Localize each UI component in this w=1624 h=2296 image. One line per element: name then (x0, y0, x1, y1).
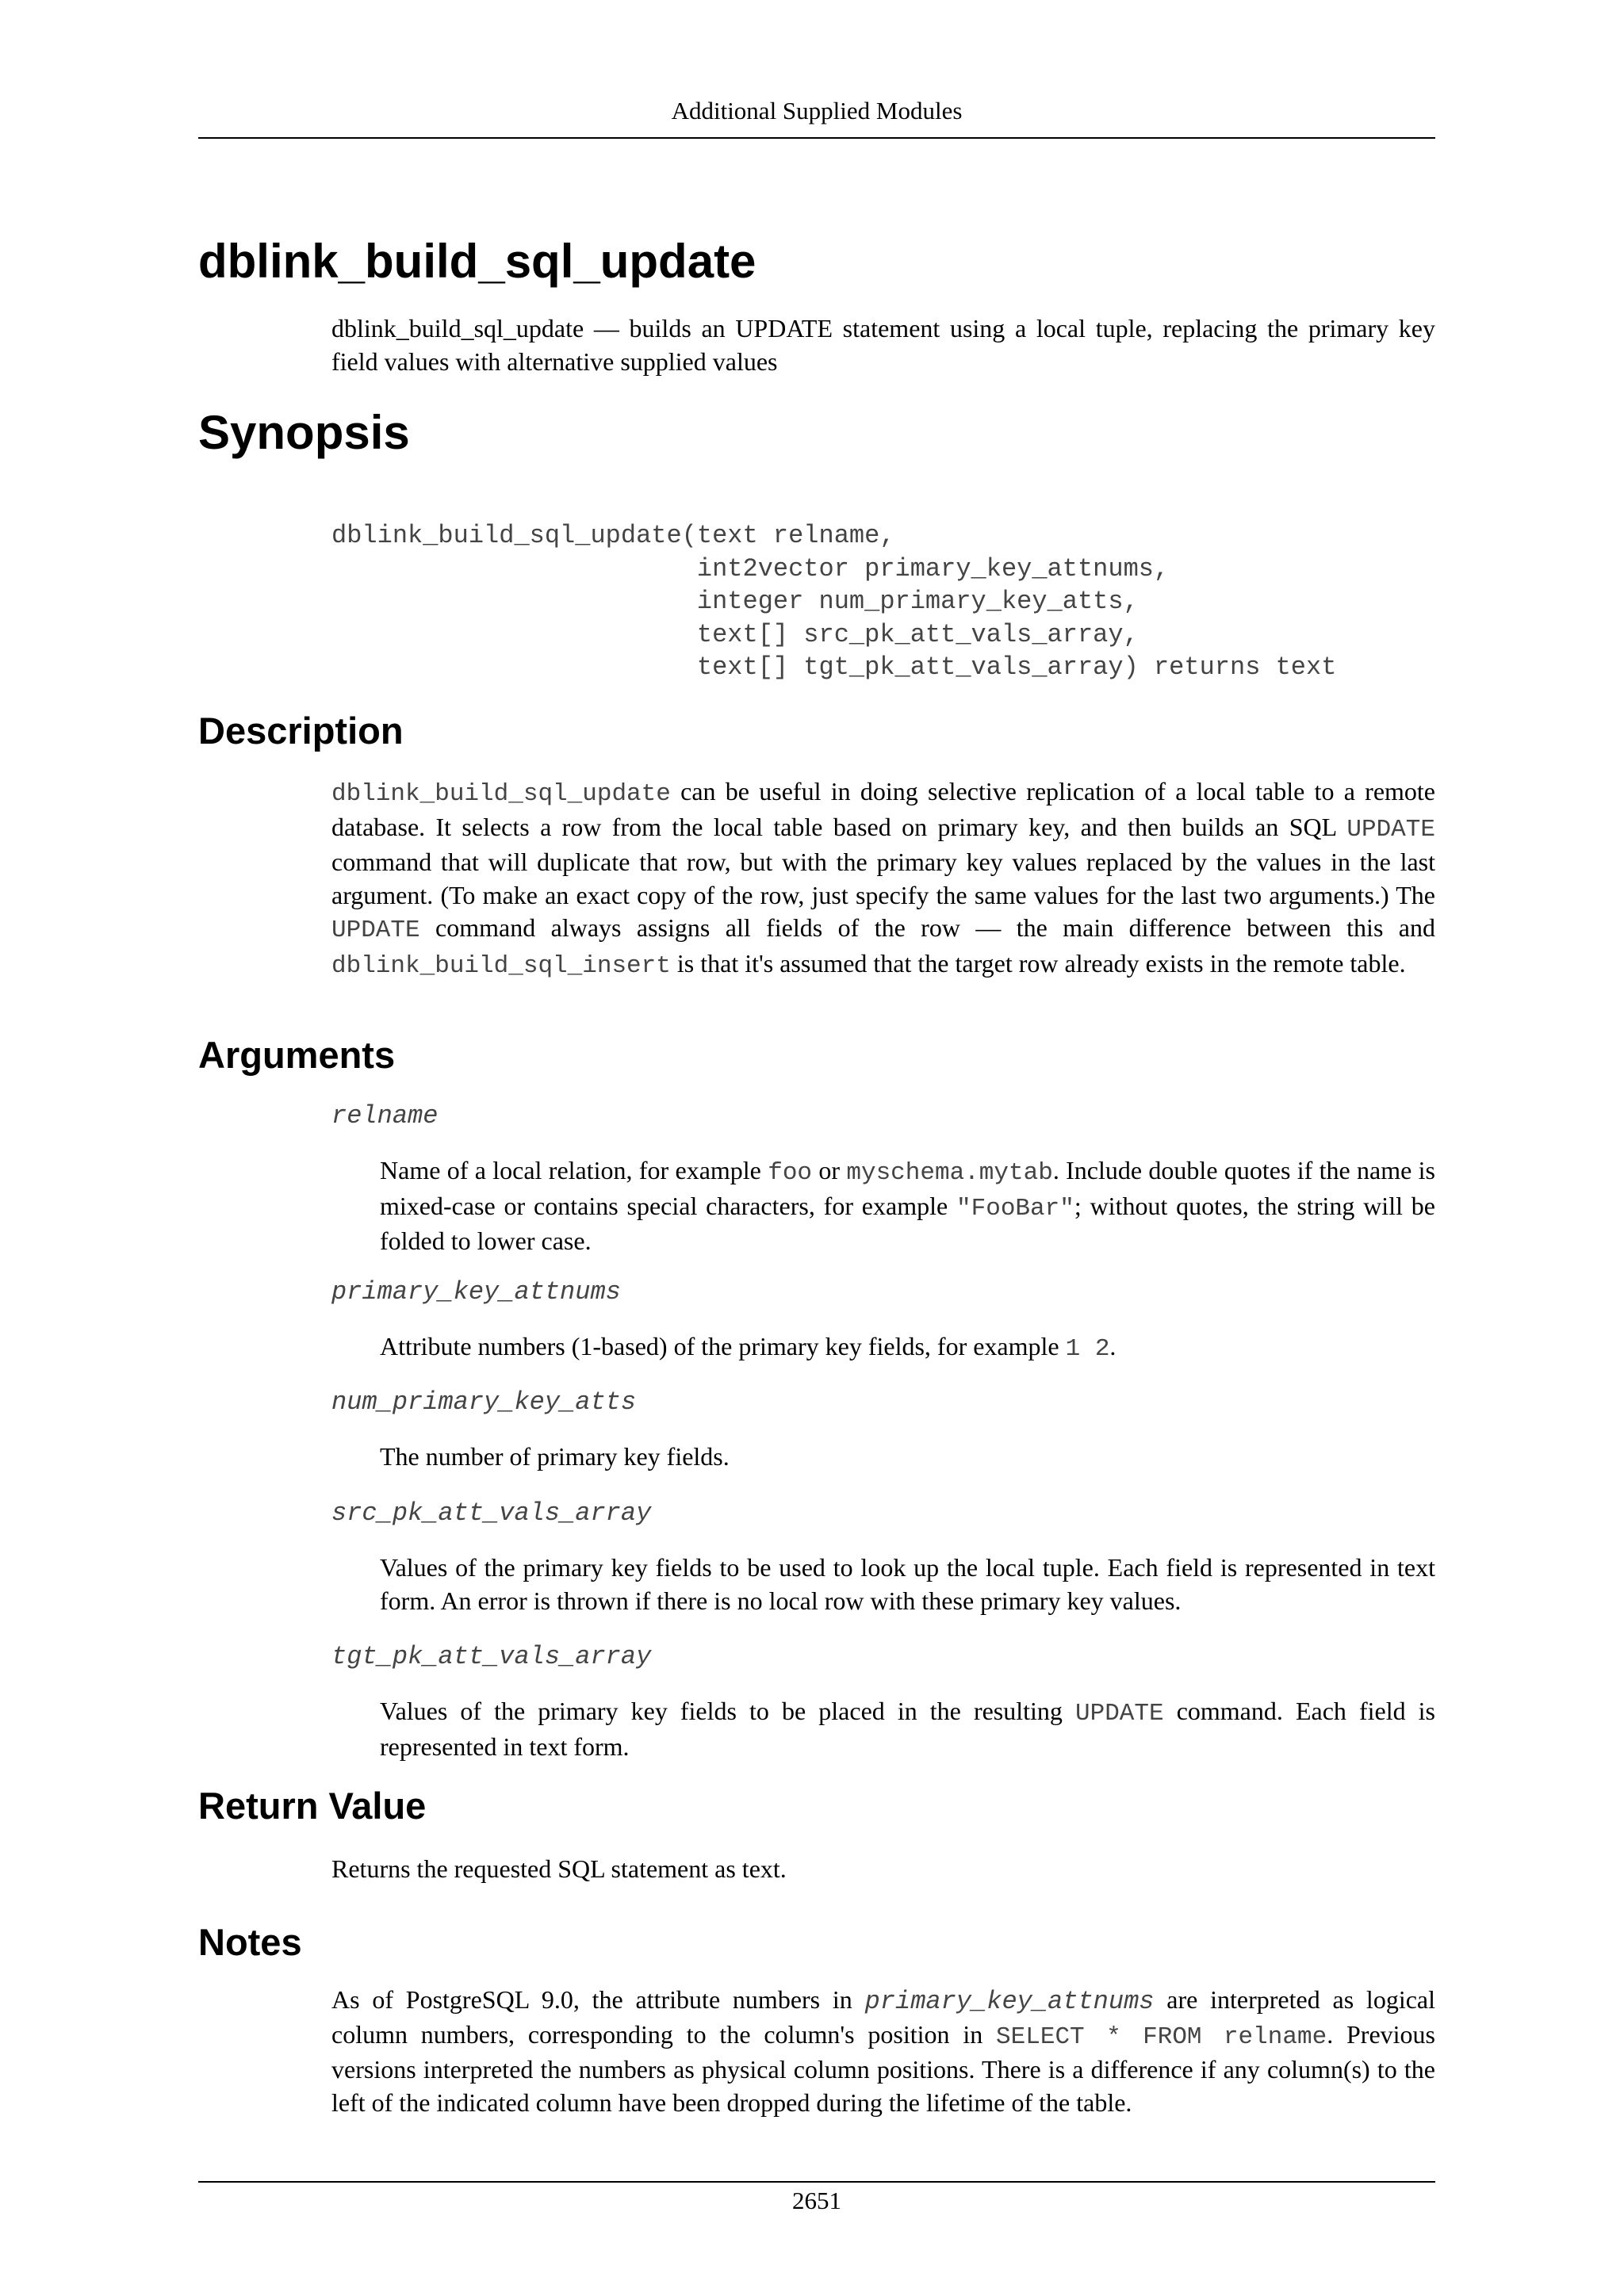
running-header: Additional Supplied Modules (671, 97, 963, 124)
synopsis-code (331, 519, 1336, 684)
footer-rule (198, 2181, 1435, 2183)
argument-definition-src-pk-att-vals-array: Values of the primary key fields to be used to look up the local tuple. Each field is represented in text form. An error is thrown if there is no local row with these primary key values. (380, 1553, 1435, 1615)
update-keyword: UPDATE (331, 916, 420, 945)
synopsis-line: text[] src_pk_att_vals_array, (331, 619, 1139, 649)
argument-term-num-primary-key-atts: num_primary_key_atts (331, 1387, 637, 1417)
argument-term-tgt-pk-att-vals-array: tgt_pk_att_vals_array (331, 1642, 652, 1671)
argument-term-relname: relname (331, 1101, 439, 1131)
update-keyword: UPDATE (1346, 815, 1435, 844)
synopsis-heading: Synopsis (198, 406, 410, 459)
synopsis-line: integer num_primary_key_atts, (331, 587, 1139, 617)
notes-heading: Notes (198, 1921, 302, 1963)
notes-paragraph: As of PostgreSQL 9.0, the attribute numbers in primary_key_attnums are interpreted as logical column numbers, corresponding to the column's position in SELECT * FROM relname. Previous versions interpreted the numbers as physical column positions. There is a difference if any column(s) to the left of the indicated column have been dropped during the lifetime of the table. (331, 1985, 1436, 2117)
argument-definition-tgt-pk-att-vals-array: Values of the primary key fields to be placed in the resulting UPDATE command. Each field is represented in text form. (380, 1697, 1436, 1761)
return-value-paragraph: Returns the requested SQL statement as text. (331, 1854, 787, 1883)
parameter-reference: primary_key_attnums (864, 1987, 1155, 2016)
argument-definition-relname: Name of a local relation, for example foo or myschema.mytab. Include double quotes if the name is mixed-case or contains special characters, for example "FooBar"; without quotes, the string will be folded to lower case. (380, 1156, 1436, 1256)
synopsis-line: dblink_build_sql_update(text relname, (331, 521, 895, 550)
argument-definition-primary-key-attnums: Attribute numbers (1-based) of the primary key fields, for example 1 2. (380, 1332, 1116, 1363)
function-name: dblink_build_sql_update (331, 780, 671, 808)
argument-term-primary-key-attnums: primary_key_attnums (331, 1277, 621, 1307)
description-paragraph: dblink_build_sql_update can be useful in doing selective replication of a local table to a remote database. It selects a row from the local table based on primary key, and then builds an SQL UPDATE command that will duplicate that row, but with the primary key values replaced by the values in the last argument. (To make an exact copy of the row, just specify the same values for the last two arguments.) The UPDATE command always assigns all fields of the row — the main difference between this and dblink_build_sql_insert is that it's assumed that the target row already exists in the remote table. (331, 777, 1435, 980)
header-rule (198, 137, 1435, 139)
description-heading: Description (198, 710, 404, 752)
page-number: 2651 (792, 2187, 841, 2214)
return-value-heading: Return Value (198, 1785, 427, 1827)
argument-definition-num-primary-key-atts: The number of primary key fields. (380, 1442, 730, 1471)
insert-function-name: dblink_build_sql_insert (331, 951, 671, 980)
synopsis-line: int2vector primary_key_attnums, (331, 553, 1170, 584)
argument-term-src-pk-att-vals-array: src_pk_att_vals_array (331, 1498, 652, 1528)
arguments-heading: Arguments (198, 1034, 396, 1076)
synopsis-line: text[] tgt_pk_att_vals_array) returns text (331, 652, 1337, 683)
refentry-title: dblink_build_sql_update (198, 235, 756, 288)
refentry-purpose: dblink_build_sql_update — builds an UPDATE statement using a local tuple, replacing the primary key field values with alternative supplied values (331, 314, 1435, 376)
